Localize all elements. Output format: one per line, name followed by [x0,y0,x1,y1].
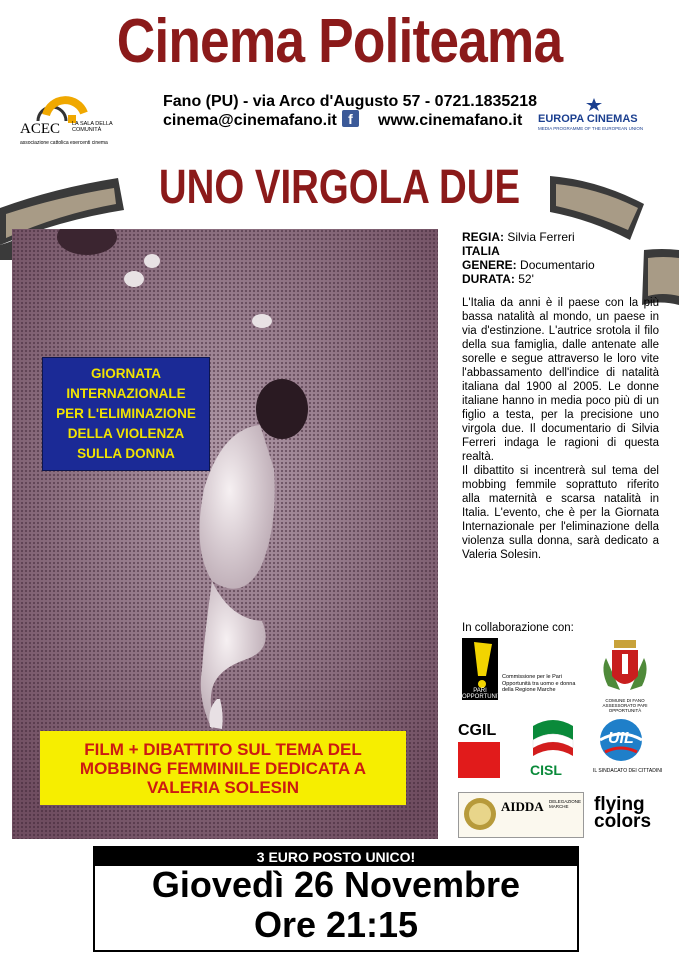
durata-value: 52' [518,272,534,286]
acec-tagline: LA SALA DELLA COMUNITÀ [72,121,113,133]
violence-line: SULLA DONNA [77,446,175,461]
europa-name: EUROPA CINEMAS [538,113,638,125]
violence-line: GIORNATA [91,366,161,381]
regia-value: Silvia Ferreri [507,230,575,244]
acec-logo [18,95,128,150]
uil-text: IL SINDACATO DEI CITTADINI [593,768,663,774]
star-icon [584,98,604,112]
violence-line: PER L'ELIMINAZIONE [56,406,196,421]
pari-text: Commissione per le Pari Opportunità tra uomo e donna della Regione Marche [502,674,576,693]
acec-fullname: associazione cattolica esercenti cinema [20,140,108,146]
email-link[interactable]: cinema@cinemafano.it [163,112,337,129]
regia-label: REGIA: [462,230,504,244]
europa-cinemas-logo [536,98,656,138]
uil-logo [593,718,663,782]
price-banner: 3 EURO POSTO UNICO! [95,848,577,866]
violence-line: DELLA VIOLENZA [67,426,185,441]
cisl-logo [527,718,577,782]
genere-label: GENERE: [462,258,517,272]
event-time: Ore 21:15 [253,904,419,945]
europa-sub: MEDIA PROGRAMME OF THE EUROPEAN UNION [538,126,644,131]
facebook-icon[interactable]: f [342,110,359,127]
comune-fano-logo [590,640,660,712]
film-title: UNO VIRGOLA DUE [158,161,521,214]
cisl-name: CISL [530,762,562,778]
coat-of-arms-icon [600,640,650,696]
film-info [462,230,662,286]
aidda-name: AIDDA [501,799,544,814]
pari-opportunita-logo [462,638,582,708]
violence-line: INTERNAZIONALE [66,386,186,401]
cinema-title: Cinema Politeama [116,7,563,76]
durata-label: DURATA: [462,272,515,286]
cgil-logo [458,722,502,780]
description-paragraph: Il dibattito si incentrerà sul tema del mobbing femmile soprattuto riferito alla maternità e scarsa natalità in Italia. L'evento, che è per la Giornata Internazionale per l'eliminazione della violenza sulla donna, sarà dedicato a Valeria Solesin. [462,465,659,561]
film-banner-line: FILM + DIBATTITO SUL TEMA DEL [84,739,362,759]
film-debate-banner [40,731,406,805]
film-banner-line: VALERIA SOLESIN [146,777,300,797]
cgil-square-icon [458,742,500,778]
uil-name: UIL [608,730,634,747]
aidda-seal-icon [463,797,497,831]
film-banner-line: MOBBING FEMMINILE DEDICATA A [79,758,367,778]
website-link[interactable]: www.cinemafano.it [378,112,523,129]
violence-day-banner [42,357,210,471]
flying-colors-logo [594,796,664,836]
colors-word: colors [594,811,652,832]
address-line: Fano (PU) - via Arco d'Augusto 57 - 0721.1835218 [163,93,537,110]
flying-word: flying [594,794,645,815]
country-value: ITALIA [462,244,500,258]
pari-badge: PARI OPPORTUNITÀ [462,688,506,700]
cgil-name: CGIL [458,722,497,739]
comune-text: COMUNE DI FANO ASSESSORATO PARI OPPORTUNITÀ [602,698,648,713]
genere-value: Documentario [520,258,595,272]
description-paragraph: L'Italia da anni è il paese con la più bassa natalità al mondo, un paese in via d'estinzione. L'autrice srotola il filo della sua famiglia, dalle antenate alle sorelle e segue attraverso le loro vite l'abbassamento dell'indice di natalità italiana dal 1900 al 2005. Le donne italiane hanno in media poco più di un figlio a testa, per la precisione uno virgola due. Il documentario di Silvia Ferreri indaga le ragioni di questa realtà. [462,297,659,463]
acec-name: ACEC [20,121,61,137]
collaboration-label: In collaborazione con: [462,622,574,634]
aidda-logo [458,792,584,838]
film-description [462,296,659,562]
aidda-delegation: DELEGAZIONE MARCHE [549,799,582,809]
cisl-flag-icon [529,718,575,758]
event-date: Giovedì 26 Novembre [151,864,521,905]
